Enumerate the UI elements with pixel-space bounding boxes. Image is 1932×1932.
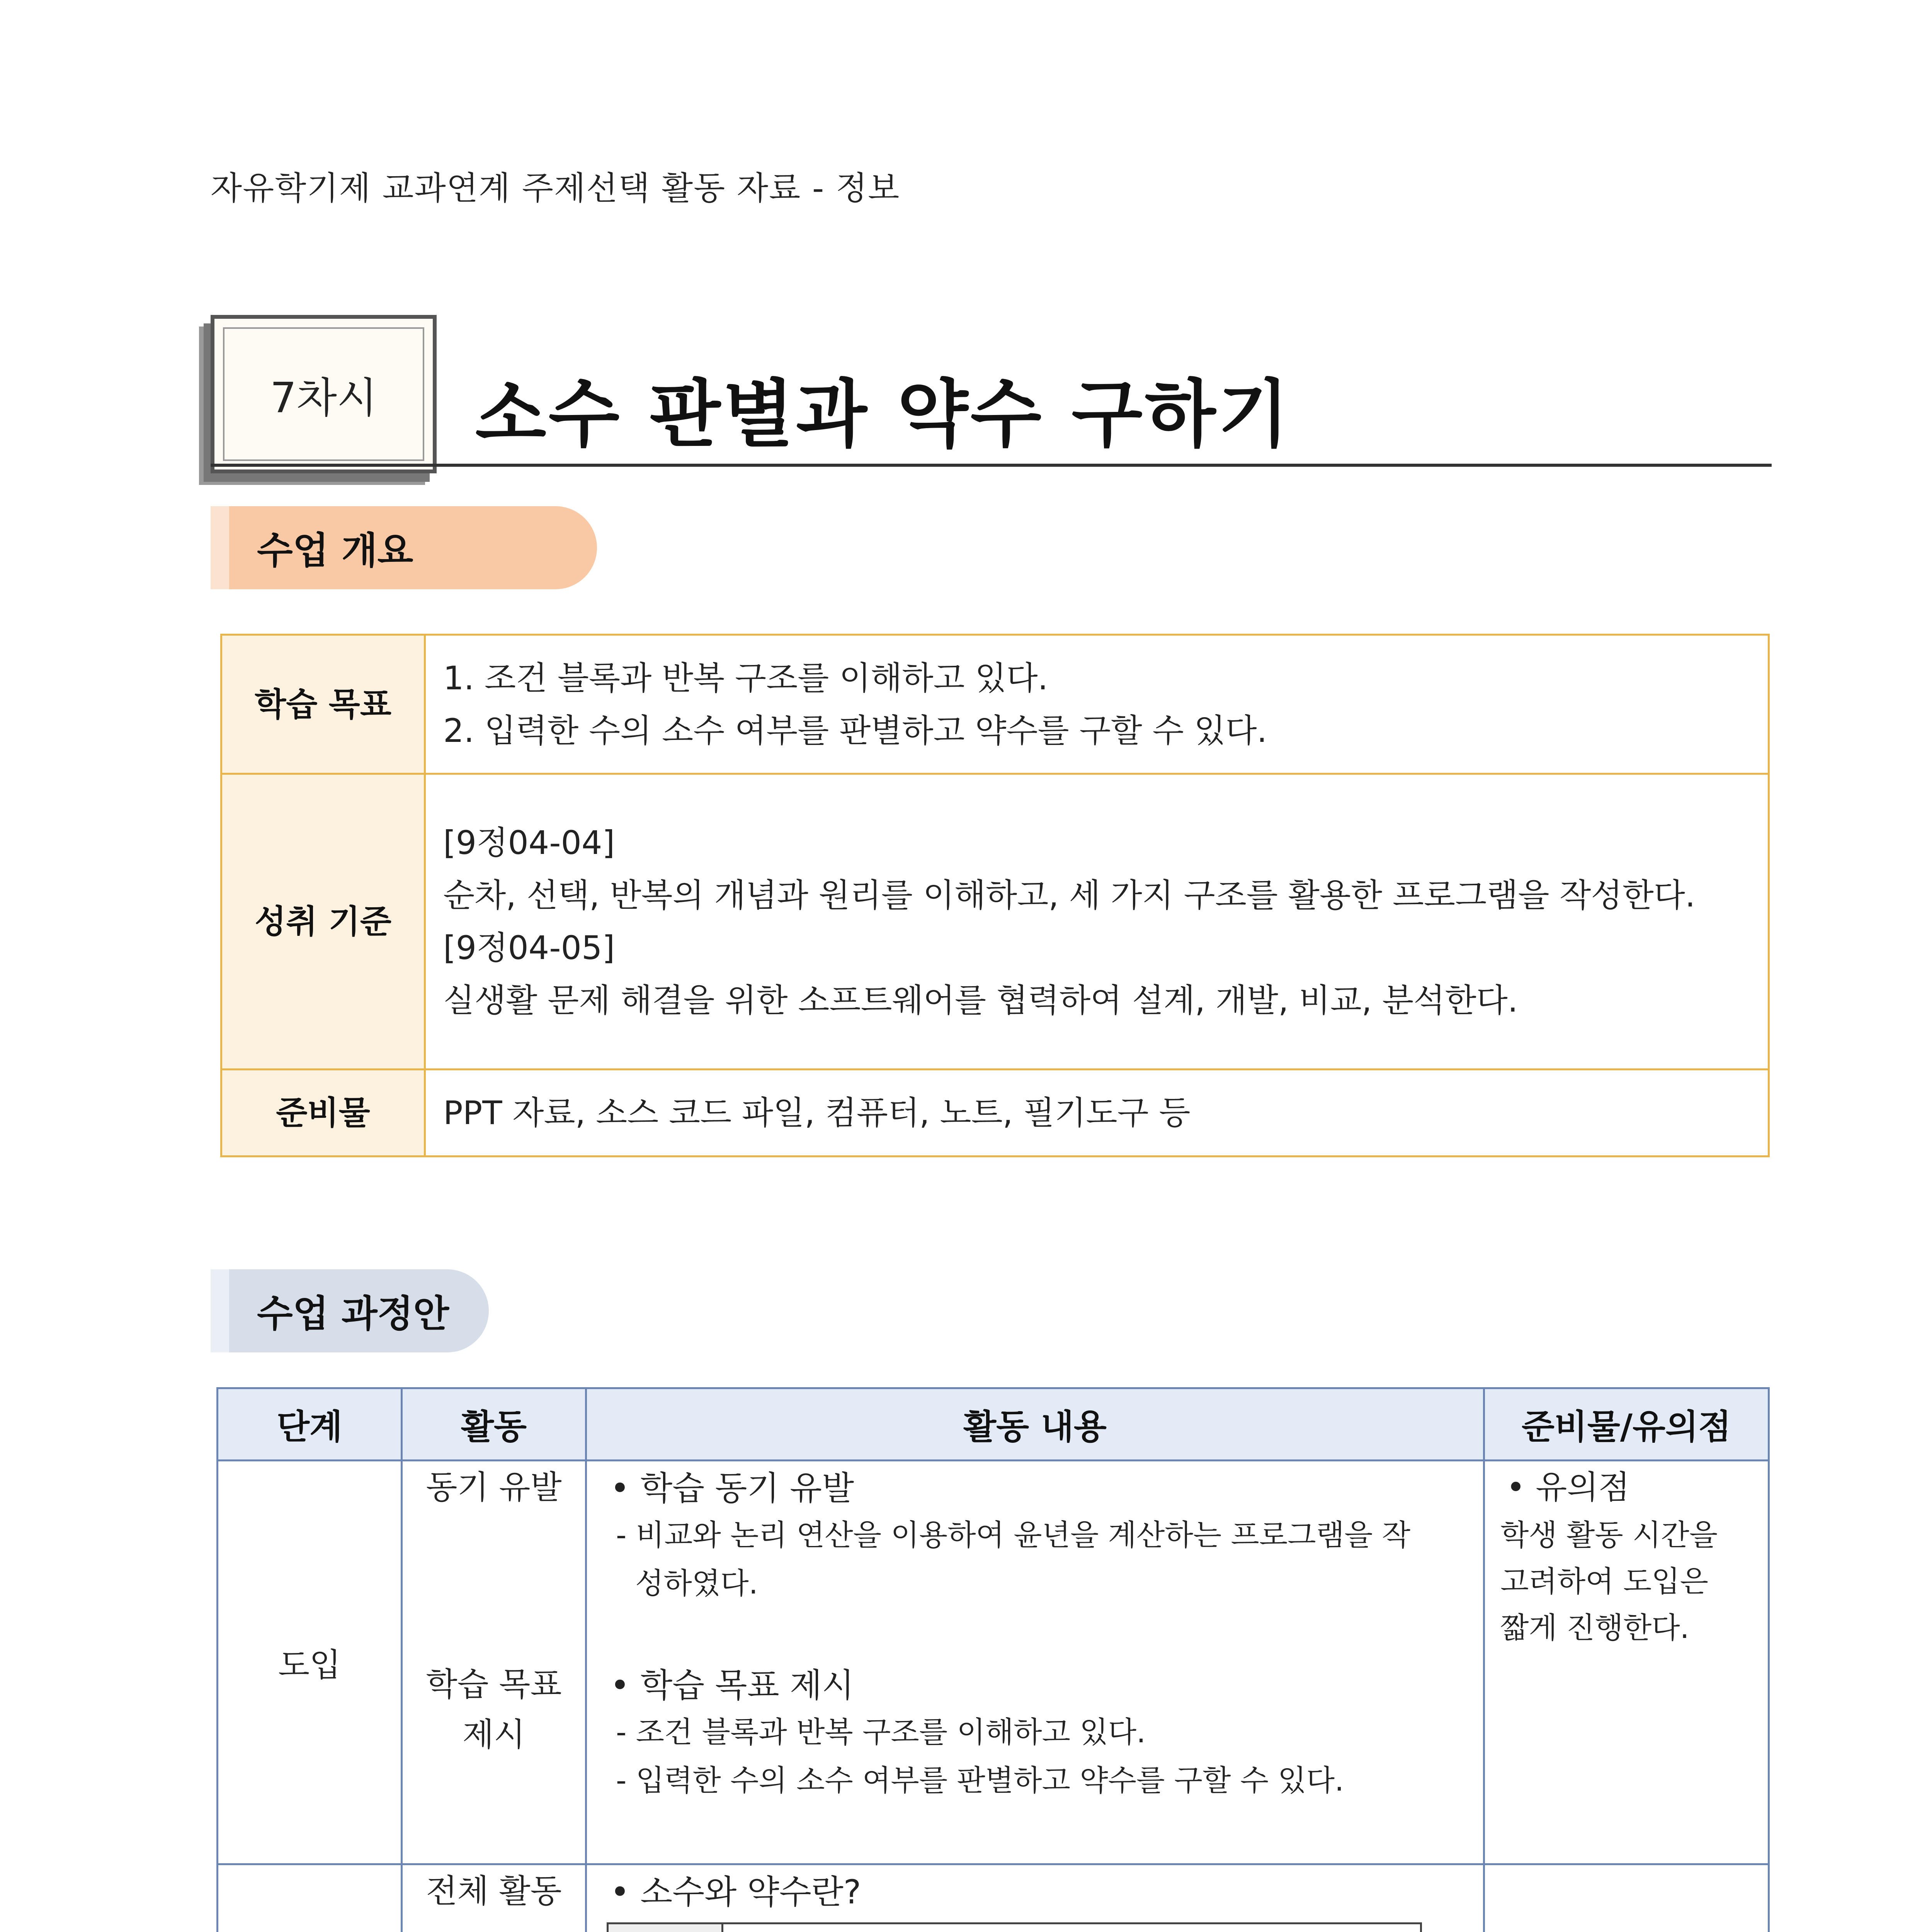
definition-term xyxy=(608,1923,723,1932)
standard-text: 실생활 문제 해결을 위한 소프트웨어를 협력하여 설계, 개발, 비교, 분석한다. xyxy=(443,981,1518,1019)
intro-note-title: • 유의점 xyxy=(1506,1468,1630,1506)
intro-notes-cell xyxy=(1484,1461,1769,1864)
standard-text: 순차, 선택, 반복의 개념과 원리를 이해하고, 세 가지 구조를 활용한 프로그램을 작성한다. xyxy=(443,876,1696,914)
intro-stage: 도입 xyxy=(218,1461,402,1864)
header-notes: 준비물/유의점 xyxy=(1484,1388,1769,1461)
develop-activity-1: 전체 활동 xyxy=(426,1872,562,1910)
standards-value xyxy=(425,774,1769,1070)
develop-content-cell xyxy=(586,1864,1484,1932)
section-overview-heading xyxy=(211,506,597,589)
section-process-heading xyxy=(211,1269,489,1352)
develop-notes-cell xyxy=(1484,1864,1769,1932)
standard-code: [9정04-04] xyxy=(443,824,615,862)
lesson-number: 7차시 xyxy=(270,374,378,422)
intro-line: - 비교와 논리 연산을 이용하여 윤년을 계산하는 프로그램을 작 xyxy=(616,1518,1411,1552)
develop-stage xyxy=(218,1864,402,1932)
goals-row xyxy=(221,635,1769,774)
process-table xyxy=(216,1387,1770,1932)
page-title: 소수 판별과 약수 구하기 xyxy=(475,372,1291,457)
process-header-row xyxy=(218,1388,1769,1461)
section-overview-title: 수업 개요 xyxy=(257,529,413,572)
intro-activity-2-line1: 학습 목표 xyxy=(426,1665,562,1703)
intro-bullet-motivation: • 학습 동기 유발 xyxy=(610,1469,854,1508)
definition-row xyxy=(608,1923,1421,1932)
intro-content-cell xyxy=(586,1461,1484,1864)
standard-code: [9정04-05] xyxy=(443,929,615,967)
standards-label: 성취 기준 xyxy=(221,774,425,1070)
section-process-title: 수업 과정안 xyxy=(257,1292,449,1335)
intro-note-line: 짧게 진행한다. xyxy=(1500,1611,1689,1645)
develop-row xyxy=(218,1864,1769,1932)
intro-line: - 입력한 수의 소수 여부를 판별하고 약수를 구할 수 있다. xyxy=(616,1763,1344,1798)
intro-line: 성하였다. xyxy=(635,1566,758,1600)
goal-item: 1. 조건 블록과 반복 구조를 이해하고 있다. xyxy=(443,659,1048,697)
standards-row xyxy=(221,774,1769,1070)
definitions-table xyxy=(607,1922,1422,1932)
develop-activity-cell xyxy=(402,1864,586,1932)
intro-activity-2-line2: 제시 xyxy=(462,1716,526,1753)
materials-row xyxy=(221,1070,1769,1156)
materials-value: PPT 자료, 소스 코드 파일, 컴퓨터, 노트, 필기도구 등 xyxy=(425,1070,1769,1156)
intro-note-line: 고려하여 도입은 xyxy=(1500,1564,1709,1599)
header-content: 활동 내용 xyxy=(586,1388,1484,1461)
intro-note-line: 학생 활동 시간을 xyxy=(1500,1518,1718,1552)
intro-bullet-goals: • 학습 목표 제시 xyxy=(610,1666,854,1705)
materials-label: 준비물 xyxy=(221,1070,425,1156)
intro-activity-cell xyxy=(402,1461,586,1864)
header-stage: 단계 xyxy=(218,1388,402,1461)
goal-item: 2. 입력한 수의 소수 여부를 판별하고 약수를 구할 수 있다. xyxy=(443,711,1267,750)
intro-activity-1: 동기 유발 xyxy=(426,1468,562,1506)
goals-label: 학습 목표 xyxy=(221,635,425,774)
definition-desc xyxy=(723,1923,1421,1932)
lesson-number-box xyxy=(211,315,437,473)
overview-table xyxy=(220,634,1770,1157)
header-activity: 활동 xyxy=(402,1388,586,1461)
develop-bullet-definitions: • 소수와 약수란? xyxy=(610,1873,861,1912)
intro-line: - 조건 블록과 반복 구조를 이해하고 있다. xyxy=(616,1715,1146,1749)
intro-row xyxy=(218,1461,1769,1864)
document-header: 자유학기제 교과연계 주제선택 활동 자료 - 정보 xyxy=(211,169,900,207)
title-divider xyxy=(211,464,1772,467)
goals-value xyxy=(425,635,1769,774)
